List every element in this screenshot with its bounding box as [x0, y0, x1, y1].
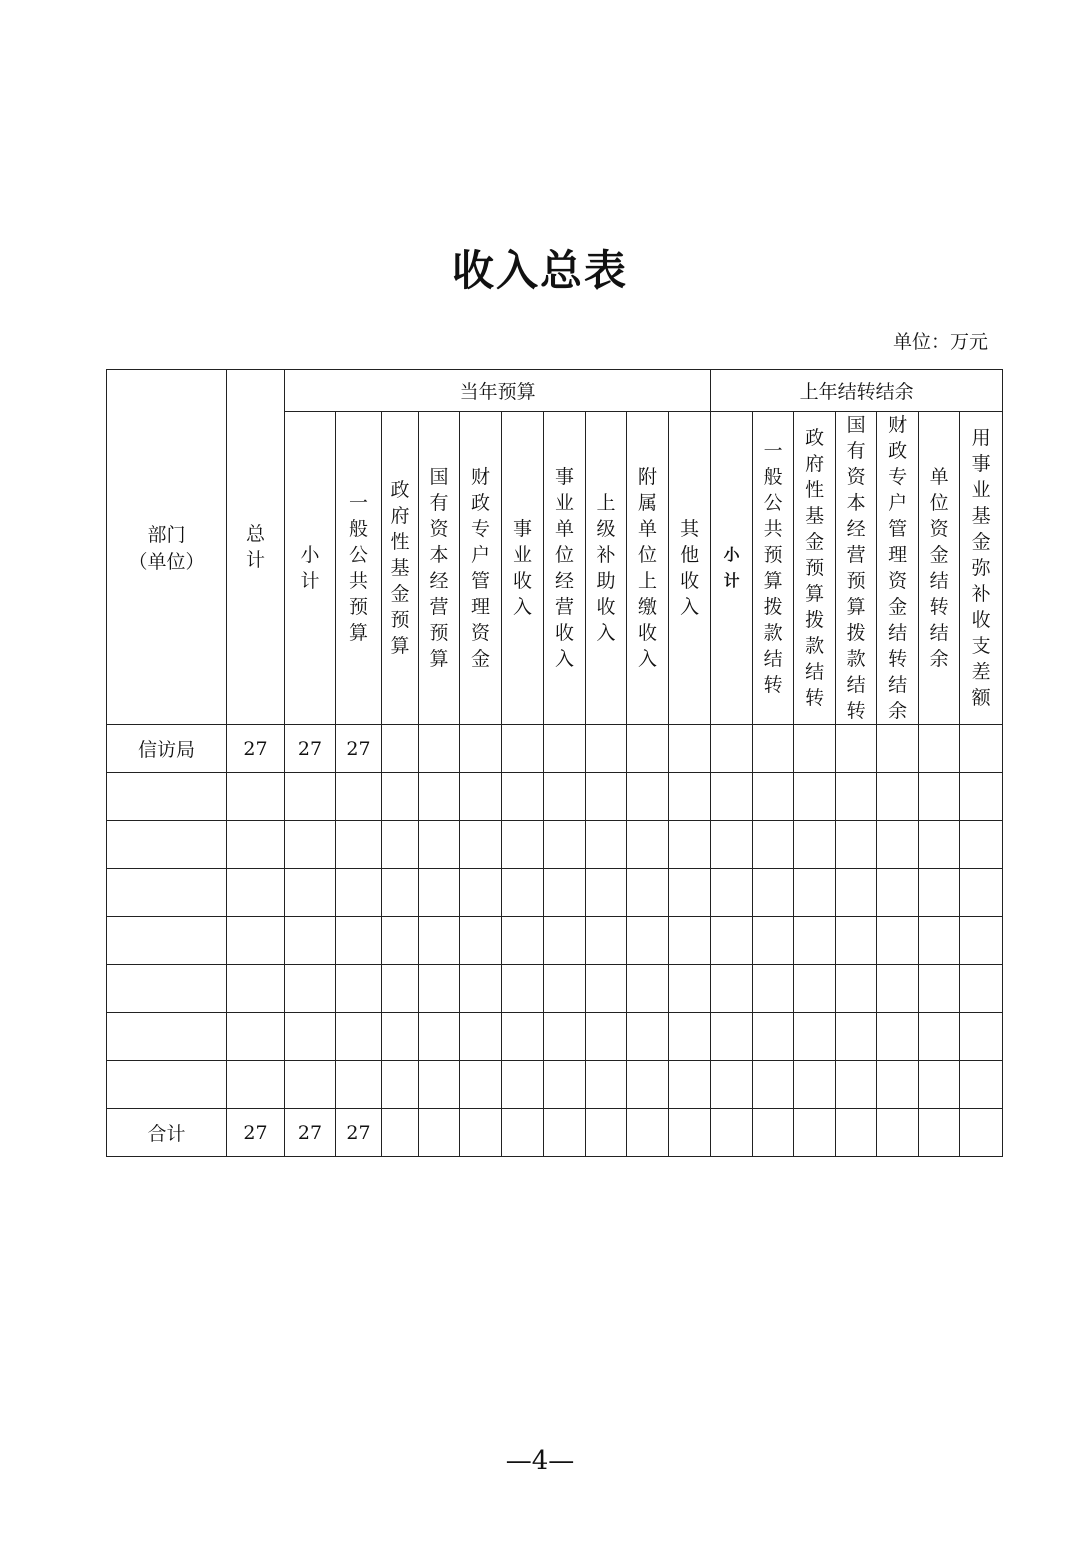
table-cell [669, 869, 711, 917]
table-cell [227, 965, 285, 1013]
prior-col-header [711, 412, 753, 725]
table-cell [753, 917, 794, 965]
table-cell [753, 725, 794, 773]
current-col-header [502, 412, 544, 725]
prior-col-header [836, 412, 877, 725]
table-cell [382, 773, 419, 821]
table-cell [502, 725, 544, 773]
table-cell [836, 725, 877, 773]
current-col-header-label: 一般公共预算 [348, 492, 368, 644]
table-cell: 27 [285, 1109, 336, 1157]
table-cell [460, 1061, 502, 1109]
table-cell [336, 773, 382, 821]
table-cell [627, 1061, 669, 1109]
table-cell [836, 773, 877, 821]
table-cell [107, 1061, 227, 1109]
table-cell [794, 869, 836, 917]
table-cell [460, 917, 502, 965]
table-cell [794, 965, 836, 1013]
prior-col-header-label: 国有资本经营预算拨款结转 [846, 414, 866, 722]
table-cell [877, 869, 919, 917]
table-cell [669, 1061, 711, 1109]
table-cell [753, 1109, 794, 1157]
table-cell [460, 1013, 502, 1061]
table-cell [285, 965, 336, 1013]
current-col-header-label: 附属单位上缴收入 [637, 466, 657, 670]
table-cell [711, 821, 753, 869]
prior-col-header-label: 用事业基金弥补收支差额 [971, 427, 991, 709]
table-cell [794, 773, 836, 821]
page-number: —4— [505, 1446, 575, 1476]
table-cell [919, 869, 960, 917]
current-year-group-header: 当年预算 [285, 370, 711, 412]
table-cell: 27 [285, 725, 336, 773]
income-summary-table [106, 369, 1003, 1157]
table-cell [460, 821, 502, 869]
table-cell [919, 1013, 960, 1061]
current-col-header [336, 412, 382, 725]
table-cell [836, 965, 877, 1013]
table-cell [711, 965, 753, 1013]
current-col-header [544, 412, 586, 725]
table-cell [285, 917, 336, 965]
prior-year-group-header: 上年结转结余 [711, 370, 1003, 412]
table-cell [382, 1109, 419, 1157]
table-cell [794, 1061, 836, 1109]
table-row [107, 1013, 1003, 1061]
table-cell [960, 1109, 1003, 1157]
table-cell [544, 773, 586, 821]
current-col-header-label: 财政专户管理资金 [470, 466, 490, 670]
table-cell [836, 821, 877, 869]
table-cell [669, 965, 711, 1013]
table-row [107, 869, 1003, 917]
prior-col-header-label: 小计 [723, 545, 740, 590]
prior-col-header [877, 412, 919, 725]
table-cell [586, 725, 627, 773]
current-col-header [382, 412, 419, 725]
table-cell [544, 1061, 586, 1109]
table-cell [227, 1013, 285, 1061]
table-cell [669, 773, 711, 821]
total-header [227, 370, 285, 725]
prior-col-header [960, 412, 1003, 725]
table-cell [107, 917, 227, 965]
table-cell [285, 821, 336, 869]
table-cell [107, 1013, 227, 1061]
table-cell [960, 965, 1003, 1013]
table-cell [919, 1061, 960, 1109]
table-cell [460, 1109, 502, 1157]
table-cell [794, 725, 836, 773]
table-cell [586, 773, 627, 821]
table-cell [227, 1061, 285, 1109]
table-cell [877, 1109, 919, 1157]
table-cell [960, 821, 1003, 869]
table-cell [960, 917, 1003, 965]
table-cell [919, 917, 960, 965]
table-cell [544, 1013, 586, 1061]
table-cell [753, 773, 794, 821]
table-cell: 27 [336, 1109, 382, 1157]
table-cell: 合计 [107, 1109, 227, 1157]
table-cell [919, 1109, 960, 1157]
table-cell [460, 965, 502, 1013]
current-col-header-label: 事业收入 [512, 518, 532, 618]
table-cell [586, 1061, 627, 1109]
table-cell [753, 1013, 794, 1061]
table-cell [627, 965, 669, 1013]
summary-row [107, 1109, 1003, 1157]
table-cell [711, 917, 753, 965]
table-cell [877, 725, 919, 773]
table-cell [794, 821, 836, 869]
table-cell [627, 917, 669, 965]
table-cell [753, 1061, 794, 1109]
table-cell [336, 821, 382, 869]
table-cell [285, 1061, 336, 1109]
prior-col-header-label: 一般公共预算拨款结转 [763, 440, 783, 696]
table-cell [877, 965, 919, 1013]
table-cell [919, 725, 960, 773]
table-cell [627, 725, 669, 773]
table-cell [586, 1013, 627, 1061]
table-cell [877, 821, 919, 869]
table-cell [419, 1013, 460, 1061]
prior-col-header [794, 412, 836, 725]
prior-col-header [753, 412, 794, 725]
table-cell [460, 869, 502, 917]
table-cell [227, 917, 285, 965]
total-header-label: 总计 [245, 523, 265, 571]
table-cell [382, 725, 419, 773]
table-cell [502, 965, 544, 1013]
table-cell [627, 1109, 669, 1157]
table-cell [544, 917, 586, 965]
table-cell [836, 917, 877, 965]
table-cell [711, 773, 753, 821]
prior-col-header [919, 412, 960, 725]
table-cell [836, 1013, 877, 1061]
table-cell [753, 965, 794, 1013]
table-cell [419, 1061, 460, 1109]
table-cell [419, 965, 460, 1013]
table-cell [502, 869, 544, 917]
table-cell [919, 773, 960, 821]
current-col-header-label: 国有资本经营预算 [429, 466, 449, 670]
dept-header-line1: 部门 [147, 524, 186, 546]
table-cell [544, 725, 586, 773]
table-cell: 27 [227, 1109, 285, 1157]
table-cell [627, 773, 669, 821]
table-cell [544, 1109, 586, 1157]
table-cell [544, 965, 586, 1013]
current-col-header [285, 412, 336, 725]
table-cell: 27 [336, 725, 382, 773]
current-col-header-label: 上级补助收入 [596, 492, 616, 644]
table-cell [836, 869, 877, 917]
current-col-header [460, 412, 502, 725]
prior-col-header-label: 政府性基金预算拨款结转 [805, 427, 825, 709]
current-col-header [419, 412, 460, 725]
table-cell [836, 1109, 877, 1157]
table-cell [669, 725, 711, 773]
table-cell [336, 1061, 382, 1109]
prior-col-header-label: 财政专户管理资金结转结余 [888, 414, 908, 722]
table-cell [382, 1061, 419, 1109]
table-cell [382, 965, 419, 1013]
table-cell [336, 917, 382, 965]
table-cell [753, 821, 794, 869]
table-cell [460, 725, 502, 773]
current-col-header [586, 412, 627, 725]
table-cell [419, 725, 460, 773]
table-row [107, 725, 1003, 773]
table-cell [960, 1061, 1003, 1109]
table-cell [460, 773, 502, 821]
table-cell [502, 917, 544, 965]
table-cell [336, 869, 382, 917]
table-cell [960, 725, 1003, 773]
table-row [107, 965, 1003, 1013]
prior-col-header-label: 单位资金结转结余 [929, 466, 949, 670]
table-cell [502, 1013, 544, 1061]
table-cell [919, 965, 960, 1013]
table-cell [794, 1013, 836, 1061]
table-cell [544, 869, 586, 917]
table-cell [586, 1109, 627, 1157]
table-cell [627, 1013, 669, 1061]
table-cell [336, 1013, 382, 1061]
current-col-header-label: 其他收入 [680, 518, 700, 618]
table-cell [669, 917, 711, 965]
table-cell: 信访局 [107, 725, 227, 773]
table-cell [711, 725, 753, 773]
dept-header-line2: （单位） [128, 551, 205, 573]
table-cell [794, 1109, 836, 1157]
table-cell [627, 821, 669, 869]
table-cell [877, 1013, 919, 1061]
table-cell [711, 1109, 753, 1157]
table-cell [382, 917, 419, 965]
current-col-header-label: 政府性基金预算 [390, 479, 410, 657]
table-cell [669, 1013, 711, 1061]
table-cell [877, 773, 919, 821]
table-cell [544, 821, 586, 869]
table-cell [627, 869, 669, 917]
table-cell [382, 869, 419, 917]
current-col-header [627, 412, 669, 725]
table-cell [586, 821, 627, 869]
table-cell [419, 917, 460, 965]
table-row [107, 1061, 1003, 1109]
table-cell [502, 821, 544, 869]
table-cell [419, 821, 460, 869]
table-cell [419, 869, 460, 917]
table-cell [285, 869, 336, 917]
page-title: 收入总表 [451, 246, 628, 295]
table-cell [107, 965, 227, 1013]
table-cell [586, 869, 627, 917]
table-cell: 27 [227, 725, 285, 773]
table-cell [227, 869, 285, 917]
table-cell [107, 773, 227, 821]
table-cell [285, 1013, 336, 1061]
table-row [107, 821, 1003, 869]
table-cell [502, 773, 544, 821]
table-cell [836, 1061, 877, 1109]
table-cell [794, 917, 836, 965]
table-cell [960, 869, 1003, 917]
table-cell [336, 965, 382, 1013]
table-cell [586, 965, 627, 1013]
table-cell [669, 821, 711, 869]
table-cell [877, 917, 919, 965]
table-cell [711, 869, 753, 917]
current-col-header-label: 事业单位经营收入 [554, 466, 574, 670]
table-cell [382, 1013, 419, 1061]
table-row [107, 917, 1003, 965]
table-cell [419, 773, 460, 821]
table-cell [960, 773, 1003, 821]
table-cell [586, 917, 627, 965]
table-cell [227, 773, 285, 821]
table-cell [107, 821, 227, 869]
dept-header [107, 370, 227, 725]
table-cell [711, 1013, 753, 1061]
table-cell [753, 869, 794, 917]
table-cell [285, 773, 336, 821]
table-cell [960, 1013, 1003, 1061]
current-col-header [669, 412, 711, 725]
table-cell [711, 1061, 753, 1109]
table-cell [877, 1061, 919, 1109]
table-cell [382, 821, 419, 869]
table-cell [419, 1109, 460, 1157]
table-cell [669, 1109, 711, 1157]
table-cell [502, 1109, 544, 1157]
unit-label: 单位：万元 [892, 331, 988, 353]
table-cell [919, 821, 960, 869]
table-cell [227, 821, 285, 869]
table-cell [502, 1061, 544, 1109]
current-col-header-label: 小计 [300, 544, 320, 592]
table-cell [107, 869, 227, 917]
table-row [107, 773, 1003, 821]
